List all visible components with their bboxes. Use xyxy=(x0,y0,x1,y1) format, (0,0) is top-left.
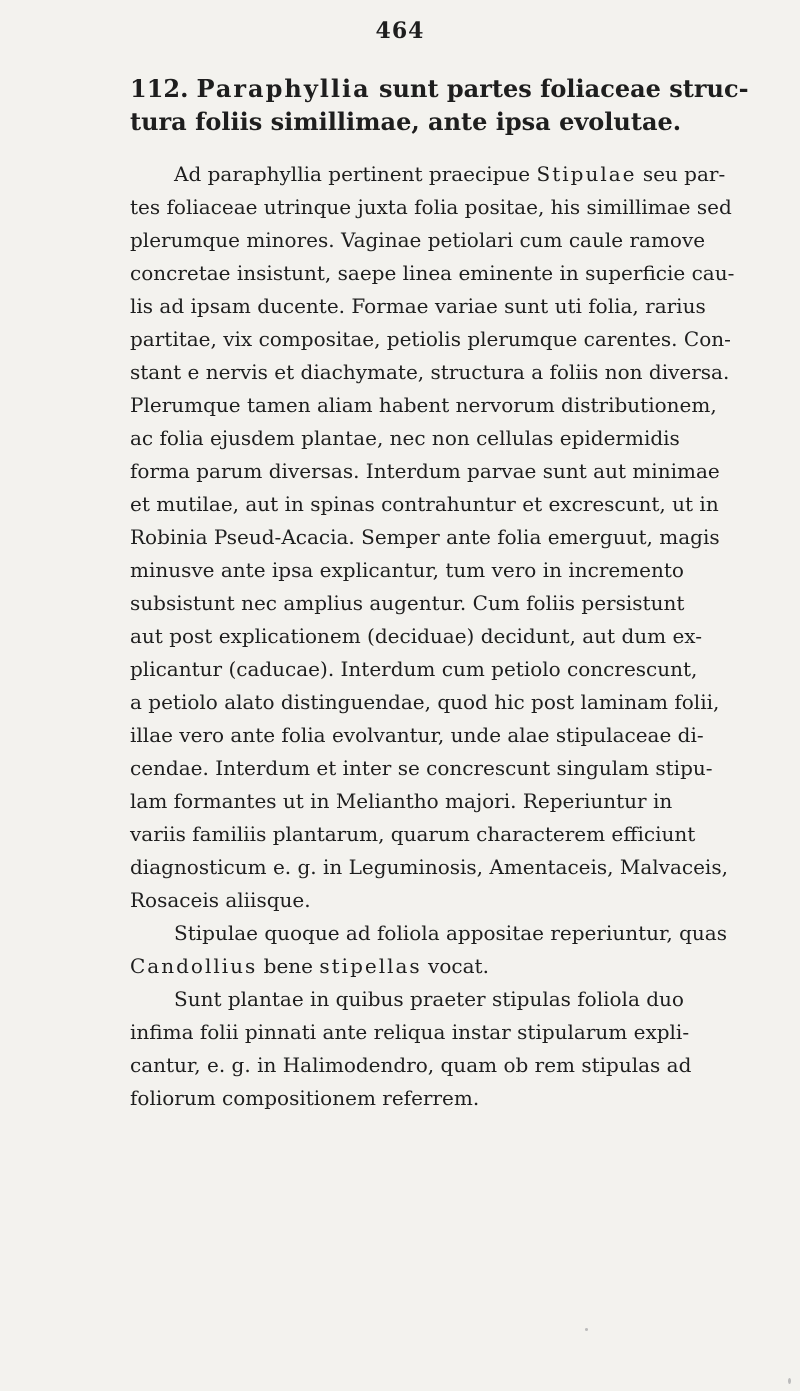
term-stipellas: stipellas xyxy=(319,954,422,978)
text-line: illae vero ante folia evolvantur, unde alae stipulaceae di- xyxy=(130,723,704,747)
section-heading xyxy=(130,72,790,138)
text-line: forma parum diversas. Interdum parvae sunt aut minimae xyxy=(130,459,720,483)
text-line: Robinia Pseud-Acacia. Semper ante folia emerguut, magis xyxy=(130,525,720,549)
body-text xyxy=(130,158,790,1115)
term-stipulae: Stipulae xyxy=(536,162,637,186)
text-line: plerumque minores. Vaginae petiolari cum caule ramove xyxy=(130,228,706,252)
text-line: lam formantes ut in Melianthо majori. Reperiuntur in xyxy=(130,789,673,813)
text-line: subsistunt nec amplius augentur. Cum foliis persistunt xyxy=(130,591,685,615)
scan-speck xyxy=(788,1378,791,1384)
text-fragment: vocat. xyxy=(421,954,489,978)
text-line: Sunt plantae in quibus praeter stipulas foliola duo xyxy=(174,987,684,1011)
text-line: a petiolo alato distinguendae, quod hic post laminam folii, xyxy=(130,690,720,714)
section-number: 112. xyxy=(130,74,189,103)
text-fragment: bene xyxy=(257,954,320,978)
text-line: cendae. Interdum et inter se concrescunt singulam stipu- xyxy=(130,756,713,780)
text-line: partitae, vix compositae, petiolis plerumque carentes. Con- xyxy=(130,327,731,351)
author-name: Candollius xyxy=(130,954,258,978)
paragraph-1 xyxy=(130,158,790,917)
text-line: Rosaceis aliisque. xyxy=(130,888,311,912)
text-line: Stipulae quoque ad foliola appositae reperiuntur, quas xyxy=(174,921,727,945)
text-line: stant e nervis et diachymate, structura a foliis non diversa. xyxy=(130,360,730,384)
text-line: cantur, e. g. in Halimodendro, quam ob rem stipulas ad xyxy=(130,1053,692,1077)
text-line: ac folia ejusdem plantae, nec non cellulas epidermidis xyxy=(130,426,680,450)
text-line: aut post explicationem (deciduae) decidunt, aut dum ex- xyxy=(130,624,702,648)
page-number: 464 xyxy=(375,18,425,44)
text-line: foliorum compositionem referrem. xyxy=(130,1086,480,1110)
text-line: lis ad ipsam ducente. Formae variae sunt uti folia, rarius xyxy=(130,294,706,318)
text-line: minusve ante ipsa explicantur, tum vero in incremento xyxy=(130,558,684,582)
heading-line2: tura foliis simillimae, ante ipsa evolutae. xyxy=(130,107,682,136)
paragraph-3 xyxy=(130,983,790,1115)
paragraph-2 xyxy=(130,917,790,983)
text-line: infima folii pinnati ante reliqua instar stipularum expli- xyxy=(130,1020,690,1044)
text-line xyxy=(130,158,790,191)
text-line: variis familiis plantarum, quarum characterem efficiunt xyxy=(130,822,696,846)
scan-speck xyxy=(585,1328,588,1331)
text-line: plicantur (caducae). Interdum cum petiolo concrescunt, xyxy=(130,657,698,681)
text-line: diagnosticum e. g. in Leguminosis, Amentaceis, Malvaceis, xyxy=(130,855,728,879)
heading-term: Paraphyllia xyxy=(196,74,371,103)
text-fragment: seu par- xyxy=(636,162,726,186)
text-line: tes foliaceae utrinque juxta folia positae, his simillimae sed xyxy=(130,195,732,219)
text-line xyxy=(130,950,790,983)
text-line: et mutilae, aut in spinas contrahuntur et excrescunt, ut in xyxy=(130,492,719,516)
text-line: concretae insistunt, saepe linea eminente in superficie cau- xyxy=(130,261,735,285)
text-line: Plerumque tamen aliam habent nervorum distributionem, xyxy=(130,393,717,417)
heading-line1-rest: sunt partes foliaceae struc- xyxy=(379,74,749,103)
text-fragment: Ad paraphyllia pertinent praecipue xyxy=(174,162,537,186)
